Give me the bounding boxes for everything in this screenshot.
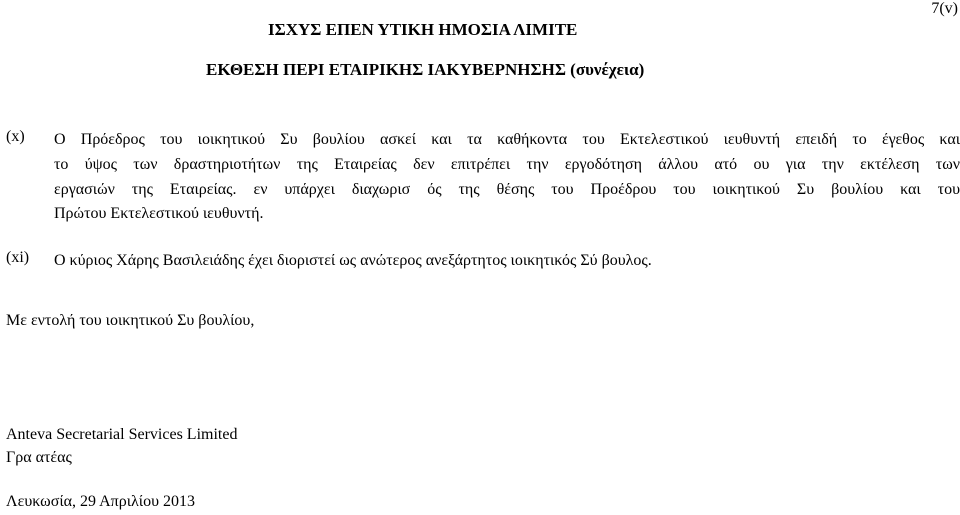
signatory-role: Γρα ατέας xyxy=(6,449,72,466)
paragraph-line: Πρώτου Εκτελεστικού ιευθυντή. xyxy=(54,205,264,223)
paragraph-line: το ύψος των δραστηριοτήτων της Εταιρείας δεν επιτρέπει την εργοδότηση άλλου ατό ου για την εκτέλεση των xyxy=(54,155,960,173)
closing-line: Με εντολή του ιοικητικού Συ βουλίου, xyxy=(6,312,255,329)
item-marker-xi: (xi) xyxy=(6,249,30,266)
document-title: ΙΣΧΥΣ ΕΠΕΝ ΥΤΙΚΗ ΗΜΟΣΙΑ ΛΙΜΙΤΕ xyxy=(268,20,578,39)
section-title: ΕΚΘΕΣΗ ΠΕΡΙ ΕΤΑΙΡΙΚΗΣ ΙΑΚΥΒΕΡΝΗΣΗΣ (συνέχεια) xyxy=(206,60,645,79)
paragraph-line: Ο Πρόεδρος του ιοικητικού Συ βουλίου ασκεί και τα καθήκοντα του Εκτελεστικού ιευθυντή επειδή το έγεθος και xyxy=(54,131,960,148)
item-xi-paragraph xyxy=(54,249,960,274)
page-number: 7(v) xyxy=(931,0,958,17)
paragraph-line: Ο κύριος Χάρης Βασιλειάδης έχει διοριστεί ως ανώτερος ανεξάρτητος ιοικητικός Σύ βουλος. xyxy=(54,252,652,269)
item-marker-x: (x) xyxy=(6,128,25,145)
item-x-paragraph xyxy=(54,128,960,227)
signatory-company: Anteva Secretarial Services Limited xyxy=(6,426,238,443)
paragraph-line: εργασιών της Εταιρείας. εν υπάρχει διαχωρισ ός της θέσης του Προέδρου του ιοικητικού Συ βουλίου και του xyxy=(54,180,960,198)
place-and-date: Λευκωσία, 29 Απριλίου 2013 xyxy=(6,493,196,510)
